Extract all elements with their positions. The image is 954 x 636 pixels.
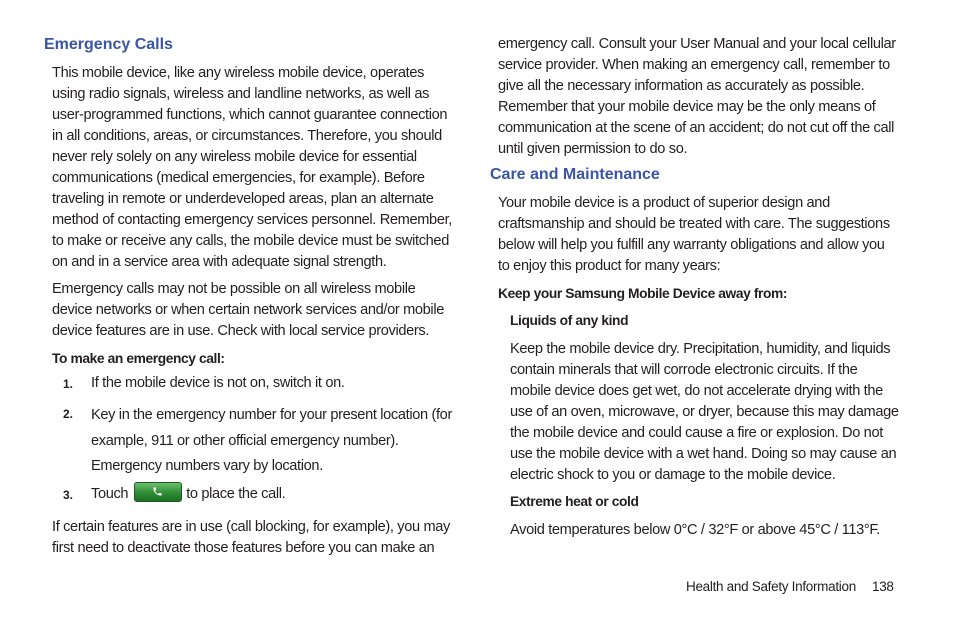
liquids-paragraph xyxy=(510,339,899,486)
step-3-line xyxy=(91,484,285,505)
text-line: If the mobile device is not on, switch it on. xyxy=(91,375,345,391)
text-line: first need to deactivate those features before you can make an xyxy=(52,540,435,556)
text-line: give all the necessary information as accurately as possible. xyxy=(498,78,865,94)
text-line: electric shock to you or damage to the mobile device. xyxy=(510,467,836,483)
text-line: never rely solely on any wireless mobile device for essential xyxy=(52,149,417,165)
touch-label: Touch xyxy=(91,486,129,502)
heat-cold-subheading: Extreme heat or cold xyxy=(510,494,639,509)
text-line: Your mobile device is a product of superior design and xyxy=(498,195,830,211)
text-line: communication at the scene of an accident; do not cut off the call xyxy=(498,120,895,136)
text-line: method of contacting emergency services personnel. Remember, xyxy=(52,212,452,228)
care-maintenance-heading: Care and Maintenance xyxy=(490,166,660,183)
phone-call-icon[interactable] xyxy=(134,482,182,502)
page-number: 138 xyxy=(872,579,894,594)
heat-cold-paragraph xyxy=(510,520,880,541)
text-line: emergency call. Consult your User Manual and your local cellular xyxy=(498,36,896,52)
text-line: This mobile device, like any wireless mobile device, operates xyxy=(52,65,425,81)
text-line: the mobile device and could cause a fire or explosion. Do not xyxy=(510,425,883,441)
text-line: Emergency numbers vary by location. xyxy=(91,458,323,474)
step-1-text xyxy=(91,373,345,394)
text-line: user-programmed functions, which cannot guarantee connection xyxy=(52,107,448,123)
text-line: Keep the mobile device dry. Precipitation, humidity, and liquids xyxy=(510,341,891,357)
text-line: in all conditions, areas, or circumstances. Therefore, you should xyxy=(52,128,442,144)
text-line: contain minerals that will corrode electronic circuits. If the xyxy=(510,362,858,378)
text-line: using radio signals, wireless and landline networks, as well as xyxy=(52,86,430,102)
text-line: traveling in remote or underdeveloped areas, plan an alternate xyxy=(52,191,434,207)
text-line: mobile device does get wet, do not accelerate drying with the xyxy=(510,383,883,399)
text-line: to make or receive any calls, the mobile device must be switched xyxy=(52,233,449,249)
text-line: below will help you fulfill any warranty obligations and allow you xyxy=(498,237,885,253)
make-emergency-call-subheading: To make an emergency call: xyxy=(52,351,225,366)
step-2-text xyxy=(91,403,452,480)
text-line: service provider. When making an emergency call, remember to xyxy=(498,57,890,73)
text-line: Key in the emergency number for your present location (for xyxy=(91,407,452,423)
text-line: on and in a service area with adequate signal strength. xyxy=(52,254,387,270)
care-intro-paragraph xyxy=(498,193,890,277)
step-number: 2. xyxy=(63,407,74,421)
text-line: until given permission to do so. xyxy=(498,141,688,157)
emergency-networks-paragraph xyxy=(52,279,444,342)
call-blocking-paragraph xyxy=(52,517,450,559)
text-line: If certain features are in use (call blocking, for example), you may xyxy=(52,519,450,535)
place-call-label: to place the call. xyxy=(186,486,286,502)
text-line: example, 911 or other official emergency number). xyxy=(91,432,399,449)
footer-section-title: Health and Safety Information xyxy=(686,579,856,594)
emergency-continued-paragraph xyxy=(498,34,896,160)
emergency-intro-paragraph xyxy=(52,63,452,273)
step-number: 1. xyxy=(63,377,74,391)
text-line: Emergency calls may not be possible on all wireless mobile xyxy=(52,281,416,297)
text-line: use the mobile device with a wet hand. Doing so may cause an xyxy=(510,446,897,462)
text-line: Remember that your mobile device may be the only means of xyxy=(498,99,876,115)
text-line: Avoid temperatures below 0°C / 32°F or above 45°C / 113°F. xyxy=(510,522,880,538)
text-line: craftsmanship and should be treated with care. The suggestions xyxy=(498,216,890,232)
text-line: device networks or when certain network services and/or mobile xyxy=(52,302,444,318)
text-line: device features are in use. Check with local service providers. xyxy=(52,323,430,339)
step-3-text xyxy=(91,484,285,505)
emergency-calls-heading: Emergency Calls xyxy=(44,36,173,53)
text-line: to enjoy this product for many years: xyxy=(498,258,721,274)
keep-away-subheading: Keep your Samsung Mobile Device away from: xyxy=(498,286,788,301)
text-line: communications (medical emergencies, for example). Before xyxy=(52,170,425,186)
text-line: use of an oven, microwave, or dryer, because this may damage xyxy=(510,404,899,420)
step-number: 3. xyxy=(63,488,74,502)
liquids-subheading: Liquids of any kind xyxy=(510,313,629,328)
